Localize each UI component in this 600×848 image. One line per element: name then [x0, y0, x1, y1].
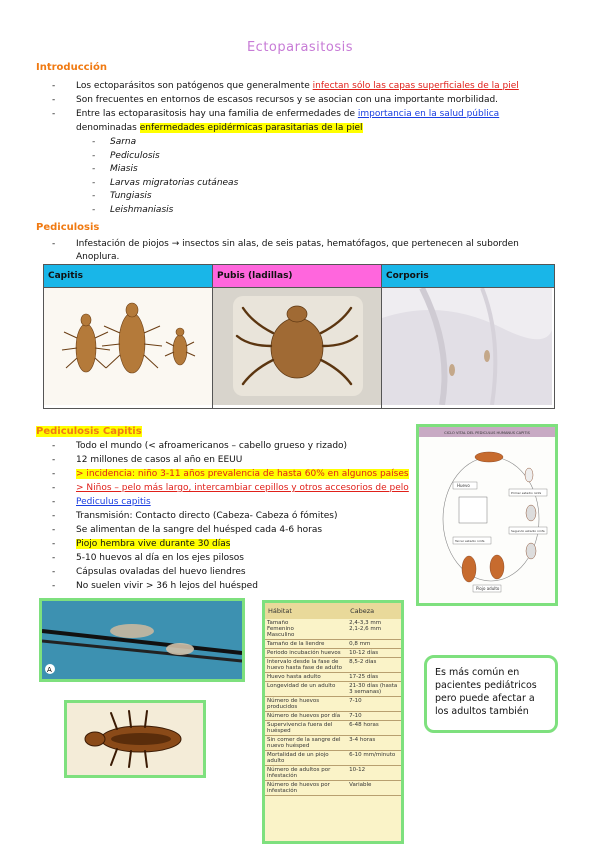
photo-label: A	[47, 666, 52, 674]
head-lice-image	[44, 288, 212, 405]
habitat-col-header: Hábitat	[265, 603, 347, 619]
capitis-item: - Cápsulas ovaladas del huevo liendres	[52, 567, 246, 577]
capitis-header: Capitis	[44, 265, 213, 288]
lifecycle-svg	[419, 427, 555, 603]
page-title: Ectoparasitosis	[246, 40, 354, 55]
lifecycle-diagram	[416, 424, 558, 606]
capitis-item: - Transmisión: Contacto directo (Cabeza- Cabeza ó fómites)	[52, 511, 338, 521]
capitis-item: - > incidencia: niño 3-11 años prevalencia de hasta 60% en algunos países	[52, 469, 409, 479]
capitis-item: - Se alimentan de la sangre del huésped cada 4-6 horas	[52, 525, 323, 535]
capitis-image-cell	[44, 288, 213, 409]
pediculosis-bullet: - Infestación de piojos → insectos sin alas, de seis patas, hematófagos, que pertenecen al suborden	[52, 239, 519, 249]
capitis-item: - 12 millones de casos al año en EEUU	[52, 455, 243, 465]
crab-louse-image	[213, 288, 381, 405]
table-row: Número de huevos por infestación Variable	[265, 781, 401, 796]
stage-egg: Huevo	[457, 483, 470, 488]
intro-bullet-2: - Son frecuentes en entornos de escasos recursos y se asocian con una importante morbilidad.	[52, 95, 499, 105]
table-row: Periodo incubación huevos 10-12 días	[265, 649, 401, 658]
table-row: Intervalo desde la fase de huevo hasta fase de adulto 8,5-2 días	[265, 658, 401, 673]
capitis-item: - Todo el mundo (< afroamericanos – cabello grueso y rizado)	[52, 441, 348, 451]
lifecycle-title: CICLO VITAL DEL PEDICULUS HUMANUS CAPITIS	[444, 431, 530, 435]
intro-highlight-superficial: infectan sólo las capas superficiales de la piel	[312, 81, 519, 91]
corporis-image-cell	[382, 288, 555, 409]
public-health-link[interactable]: importancia en la salud pública	[357, 109, 500, 119]
pediculus-capitis-link[interactable]: Pediculus capitis	[76, 497, 151, 507]
table-row: Longevidad de un adulto 21-30 días (hasta 3 semanas)	[265, 682, 401, 697]
intro-heading: Introducción	[36, 62, 107, 73]
intro-bullet-3-cont: denominadas enfermedades epidérmicas parasitarias de la piel	[76, 123, 363, 133]
list-item: - Sarna	[92, 137, 137, 147]
habitat-table-box	[262, 600, 404, 844]
capitis-heading: Pediculosis Capitis	[36, 426, 142, 437]
louse-closeup-svg	[67, 703, 203, 775]
list-item: - Leishmaniasis	[92, 204, 174, 215]
table-row: Sin comer de la sangre del nuevo huésped 3-4 horas	[265, 736, 401, 751]
pediatric-note: Es más común en pacientes pediátricos pero puede afectar a los adultos también	[424, 655, 558, 733]
cabeza-col-header: Cabeza	[347, 603, 401, 619]
table-row: Huevo hasta adulto 17-25 días	[265, 673, 401, 682]
lice-types-table	[43, 264, 555, 409]
list-item: - Larvas migratorias cutáneas	[92, 177, 239, 188]
stage-nymph-3: Tercer estadio ninfa	[455, 539, 485, 543]
capitis-item: - Pediculus capitis	[52, 497, 151, 507]
pediculosis-heading: Pediculosis	[36, 222, 100, 233]
louse-closeup-photo	[64, 700, 206, 778]
list-item: - Miasis	[92, 164, 138, 174]
list-item: - Pediculosis	[92, 150, 160, 161]
intro-bullet-1: - Los ectoparásitos son patógenos que generalmente infectan sólo las capas superficiales de la piel	[52, 81, 519, 91]
capitis-item: - No suelen vivir > 36 h lejos del huésped	[52, 581, 258, 591]
pediculosis-bullet-cont: Anoplura.	[76, 252, 120, 262]
table-row: Número de huevos producidos 7-10	[265, 697, 401, 712]
disease-list	[92, 136, 238, 217]
table-row: Supervivencia fuera del huésped 6-48 horas	[265, 721, 401, 736]
capitis-item: - 5-10 huevos al día en los ejes pilosos	[52, 553, 244, 563]
stage-adult: Piojo adulto	[476, 586, 500, 591]
table-row: Mortalidad de un piojo adulto 6-10 mm/minuto	[265, 751, 401, 766]
body-louse-image	[382, 288, 552, 405]
stage-nymph-2: Segundo estadio ninfa	[511, 529, 545, 533]
intro-bullet-3: - Entre las ectoparasitosis hay una familia de enfermedades de importancia en la salud pública	[52, 109, 500, 119]
pubis-image-cell	[213, 288, 382, 409]
louse-on-hair-photo	[39, 598, 245, 682]
list-item: - Tungiasis	[92, 191, 152, 201]
table-row: Número de adultos por infestación 10-12	[265, 766, 401, 781]
capitis-item: - > Niños – pelo más largo, intercambiar cepillos y otros accesorios de pelo	[52, 483, 409, 493]
capitis-item: - Piojo hembra vive durante 30 días	[52, 539, 231, 549]
table-row: Número de huevos por día 7-10	[265, 712, 401, 721]
stage-nymph-1: Primer estadio ninfa	[511, 491, 542, 495]
table-row: Tamaño Femenino Masculino 2,4-3,3 mm 2,1-2,6 mm	[265, 619, 401, 640]
habitat-table	[265, 603, 401, 796]
pubis-header: Pubis (ladillas)	[213, 265, 382, 288]
corporis-header: Corporis	[382, 265, 555, 288]
table-row: Tamaño de la liendre 0,8 mm	[265, 640, 401, 649]
louse-on-hair-svg	[42, 601, 242, 679]
